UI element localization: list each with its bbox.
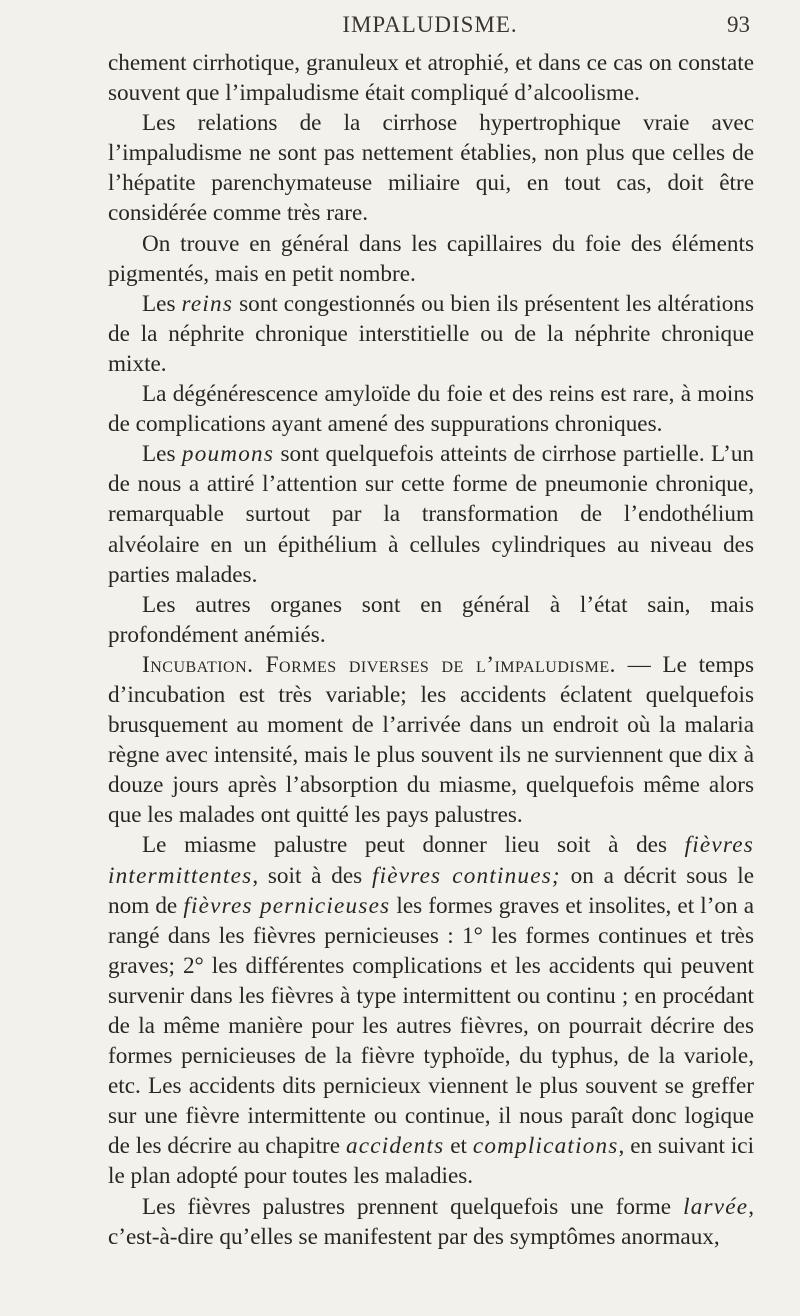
body-text bbox=[108, 48, 754, 1252]
paragraph-6-post: sont quelquefois atteints de cirrhose partielle. L’un de nous a attiré l’attention sur cette forme de pneumonie chronique, remarquable surtout par la transformation de l’endothélium alvéolaire en un épithélium à cellules cylindriques au niveau des parties malades. bbox=[108, 441, 755, 588]
paragraph-10-e1: larvée bbox=[683, 1193, 749, 1220]
paragraph-3 bbox=[108, 229, 754, 289]
paragraph-2-text: Les relations de la cirrhose hypertrophique vraie avec l’impaludisme ne sont pas nettement établies, non plus que celles de l’hépatite parenchymateuse miliaire qui, en tout cas, doit être considérée comme très rare. bbox=[108, 110, 754, 227]
paragraph-6-pre: Les bbox=[142, 441, 182, 468]
paragraph-5 bbox=[108, 379, 754, 439]
paragraph-4-italic: reins bbox=[181, 290, 234, 317]
paragraph-4-pre: Les bbox=[142, 290, 182, 317]
paragraph-4-post: sont congestionnés ou bien ils présentent les altérations de la néphrite chronique interstitielle ou de la néphrite chronique mixte. bbox=[108, 290, 754, 377]
paragraph-9-e2: fièvres continues; bbox=[371, 862, 561, 889]
paragraph-9-e1: fièvres intermittentes bbox=[108, 832, 754, 889]
paragraph-9-e3: fièvres pernicieuses bbox=[183, 892, 391, 919]
paragraph-8 bbox=[108, 650, 754, 831]
paragraph-9-t1: Le miasme palustre peut donner lieu soit à des bbox=[142, 832, 685, 859]
paragraph-3-text: On trouve en général dans les capillaires du foie des éléments pigmentés, mais en petit nombre. bbox=[108, 230, 754, 287]
paragraph-9-t6: , en suivant ici le plan adopté pour toutes les maladies. bbox=[108, 1133, 755, 1190]
paragraph-1 bbox=[108, 48, 754, 108]
paragraph-8-text: — Le temps d’incubation est très variable; les accidents éclatent quelquefois brusquement au moment de l’arrivée dans un endroit où la malaria règne avec intensité, mais le plus souvent ils ne surviennent que dix à douze jours après l’absorption du miasme, quelquefois même alors que les malades ont quitté les pays palustres. bbox=[108, 651, 754, 829]
paragraph-7-text: Les autres organes sont en général à l’état sain, mais profondément anémiés. bbox=[108, 591, 754, 648]
paragraph-10 bbox=[108, 1192, 754, 1252]
paragraph-7 bbox=[108, 590, 754, 650]
paragraph-6 bbox=[108, 439, 754, 589]
paragraph-9 bbox=[108, 830, 754, 1191]
paragraph-2 bbox=[108, 108, 754, 228]
paragraph-9-e5: complications bbox=[472, 1133, 619, 1160]
paragraph-10-t1: Les fièvres palustres prennent quelquefois une forme bbox=[142, 1193, 684, 1220]
paragraph-5-text: La dégénérescence amyloïde du foie et des reins est rare, à moins de complications ayant amené des suppurations chroniques. bbox=[108, 381, 754, 438]
section-heading: Incubation. Formes diverses de l’impaludisme. bbox=[142, 651, 616, 678]
running-title: IMPALUDISME. bbox=[342, 12, 518, 37]
paragraph-9-t5: et bbox=[444, 1133, 473, 1160]
paragraph-4 bbox=[108, 289, 754, 379]
page-number: 93 bbox=[727, 12, 750, 37]
paragraph-9-t3: on a décrit sous le nom de bbox=[108, 862, 754, 919]
paragraph-1-text: chement cirrhotique, granuleux et atrophié, et dans ce cas on constate souvent que l’impaludisme était compliqué d’alcoolisme. bbox=[108, 50, 754, 107]
paragraph-10-t2: , c’est-à-dire qu’elles se manifestent par des symptômes anormaux, bbox=[108, 1193, 754, 1250]
paragraph-6-italic: poumons bbox=[181, 441, 275, 468]
paragraph-9-t2: , soit à des bbox=[252, 862, 372, 889]
running-head bbox=[110, 12, 750, 46]
paragraph-9-e4: accidents bbox=[345, 1133, 445, 1160]
paragraph-9-t4: les formes graves et insolites, et l’on a rangé dans les fièvres pernicieuses : 1° les formes continues et très graves; 2° les différentes complications et les accidents qui peuvent survenir dans les fièvres à type intermittent ou continu ; en procédant de la même manière pour les autres fièvres, on pourrait décrire des formes pernicieuses de la fièvre typhoïde, du typhus, de la variole, etc. Les accidents dits pernicieux viennent le plus souvent se greffer sur une fièvre intermittente ou continue, il nous paraît donc logique de les décrire au chapitre bbox=[108, 892, 755, 1160]
